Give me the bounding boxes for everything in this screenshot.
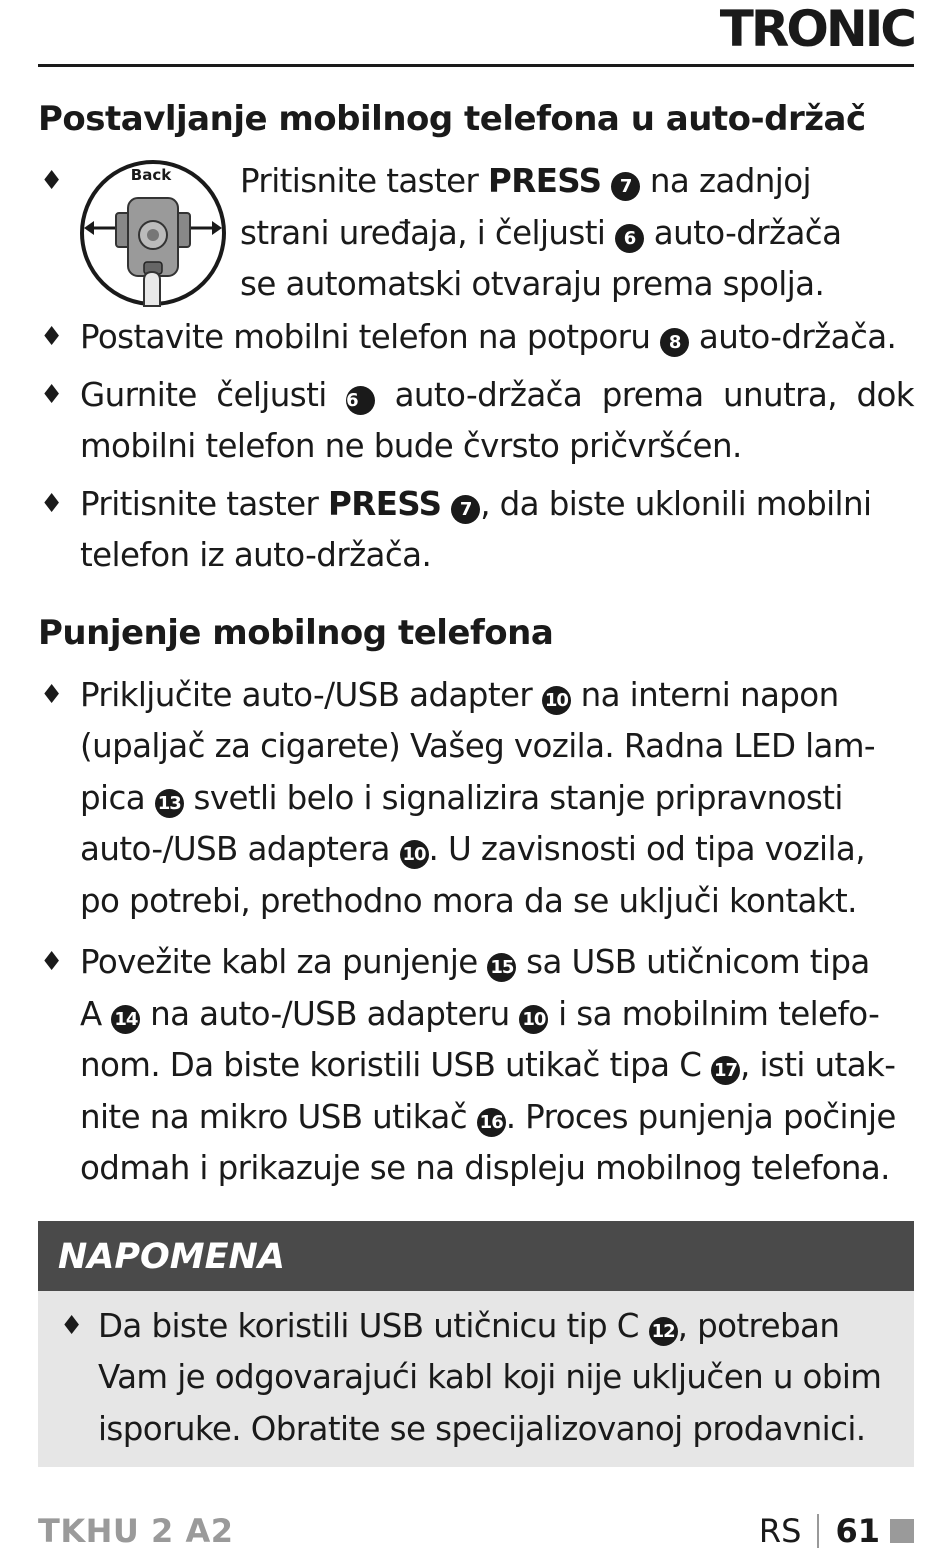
- list-item: [38, 370, 914, 473]
- item-text: Gurnite čeljusti 6 auto-držača prema unutra, dok mobilni telefon ne bude čvrsto pričvršćen.: [80, 375, 914, 465]
- item-text: Povežite kabl za punjenje 15 sa USB utičnicom tipa A 14 na auto-/USB adapteru 10 i sa mobilnim telefo- nom. Da biste koristili USB utikač tipa C 17, isti utak- nite na mikro USB utikač 16. Proces punjenja počinje odmah i prikazuje se na displeju mobilnog telefona.: [80, 943, 896, 1187]
- callout-number-icon: 7: [611, 172, 640, 201]
- list-item: [38, 312, 914, 364]
- bold-label: PRESS: [328, 484, 442, 523]
- callout-number-icon: 15: [487, 953, 516, 982]
- note-header: NAPOMENA: [38, 1221, 914, 1291]
- bullet-icon: ♦: [40, 166, 64, 196]
- bullet-icon: ♦: [40, 488, 63, 519]
- item-text: Pritisnite taster PRESS 7 na zadnjoj strani uređaja, i čeljusti 6 auto-držača se automatski otvaraju prema spolja.: [240, 162, 842, 303]
- footer-model: TKHU 2 A2: [38, 1512, 234, 1550]
- section-title-charging: Punjenje mobilnog telefona: [38, 612, 554, 653]
- bold-label: PRESS: [488, 162, 602, 200]
- bullet-icon: ♦: [40, 379, 63, 410]
- callout-number-icon: 10: [519, 1005, 548, 1034]
- press-button-illustration: [78, 158, 228, 308]
- bullet-icon: ♦: [60, 1310, 83, 1341]
- callout-number-icon: 8: [660, 328, 689, 357]
- list-item: [38, 937, 914, 1195]
- list-item: [38, 156, 914, 306]
- footer-separator: [817, 1514, 819, 1548]
- bullet-icon: ♦: [40, 947, 63, 977]
- page-content: [38, 96, 914, 1467]
- callout-number-icon: 16: [477, 1108, 506, 1137]
- callout-number-icon: 7: [451, 495, 480, 524]
- section-title-mounting: Postavljanje mobilnog telefona u auto-držač: [38, 99, 866, 139]
- callout-number-icon: 10: [400, 840, 429, 869]
- callout-number-icon: 12: [649, 1317, 678, 1346]
- callout-number-icon: 10: [542, 686, 571, 715]
- header-rule: [38, 64, 914, 67]
- item-text: Pritisnite taster PRESS 7 , da biste uklonili mobilni telefon iz auto-držača.: [80, 484, 872, 574]
- callout-number-icon: 17: [711, 1056, 740, 1085]
- callout-number-icon: 6: [346, 386, 375, 415]
- callout-number-icon: 13: [155, 789, 184, 818]
- list-item: [38, 479, 914, 582]
- bullet-icon: ♦: [40, 322, 63, 352]
- item-text: Priključite auto-/USB adapter 10 na interni napon (upaljač za cigarete) Vašeg vozila. Radna LED lam- pica 13 svetli belo i signalizira stanje pripravnosti auto-/USB adaptera 10. U zavisnosti od tipa vozila, po potrebi, prethodno mora da se uključi kontakt.: [80, 675, 876, 920]
- footer-square-icon: [890, 1519, 914, 1543]
- item-text: Postavite mobilni telefon na potporu 8 auto-držača.: [80, 318, 897, 356]
- note-body: [38, 1291, 914, 1468]
- callout-number-icon: 6: [615, 224, 644, 253]
- footer-page-number: 61: [835, 1512, 880, 1550]
- footer-page-info: [759, 1512, 914, 1550]
- brand-logo: TRONIC: [719, 0, 914, 58]
- list-item: [58, 1301, 894, 1456]
- callout-number-icon: 14: [111, 1005, 140, 1034]
- illustration-back-label: Back: [130, 166, 172, 184]
- list-item: [38, 670, 914, 928]
- item-text: Da biste koristili USB utičnicu tip C 12, potreban Vam je odgovarajući kabl koji nije uključen u obim isporuke. Obratite se specijalizovanoj prodavnici.: [98, 1306, 882, 1448]
- bullet-icon: ♦: [40, 679, 63, 710]
- footer-language: RS: [758, 1512, 802, 1550]
